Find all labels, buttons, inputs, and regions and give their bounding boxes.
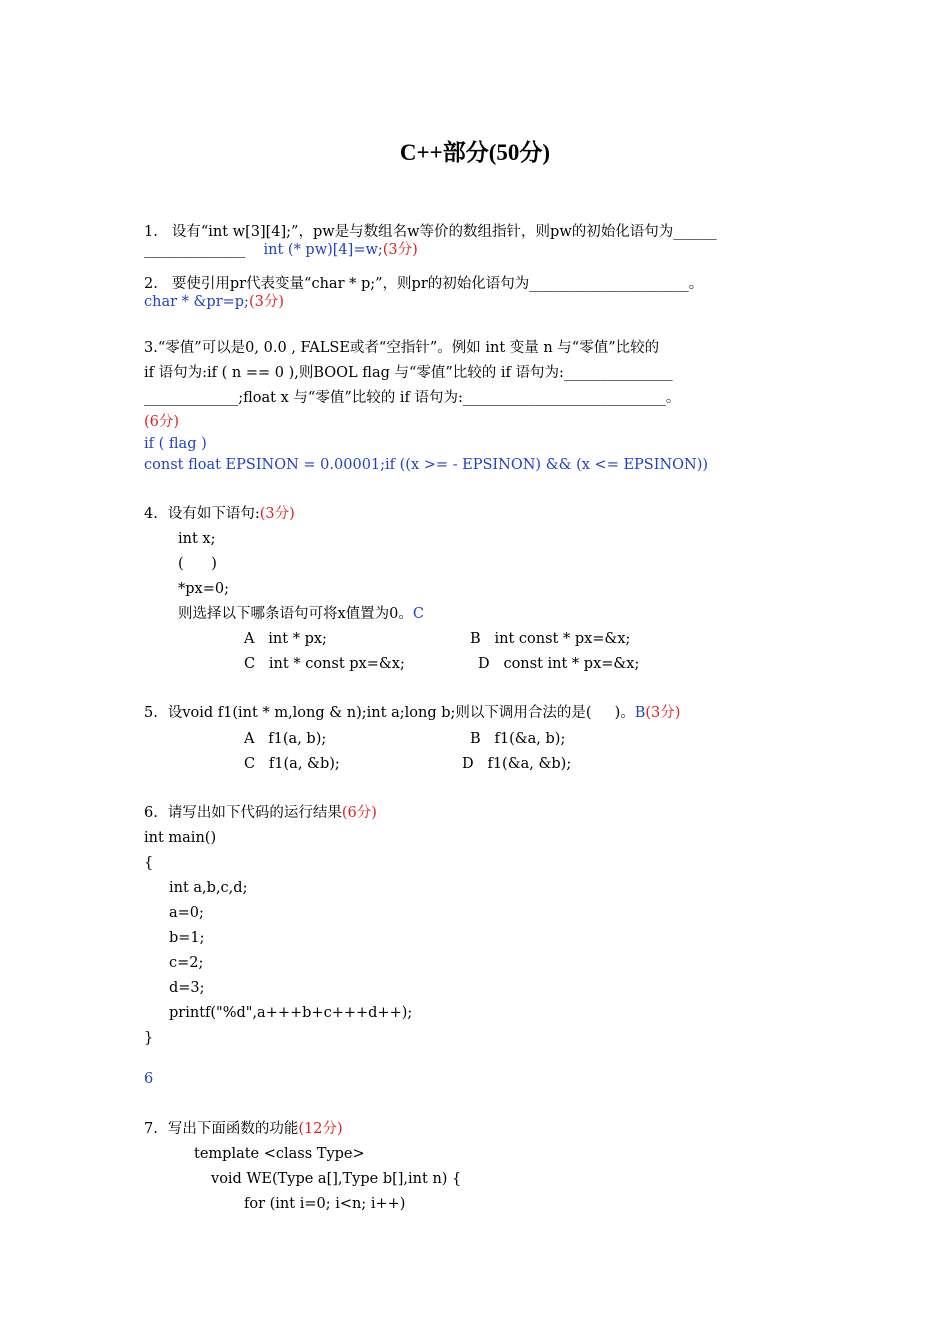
q6-text: 请写出如下代码的运行结果: [167, 805, 342, 821]
q4-option-c: C int * const px=&x;: [244, 656, 405, 672]
q3-line-2: if 语句为:if ( n == 0 ),则BOOL flag 与“零值”比较的 if 语句为:_______________: [144, 365, 673, 381]
q2-number: 2.: [144, 276, 158, 292]
q1-number: 1.: [144, 224, 158, 240]
page-title: C++部分(50分): [399, 140, 551, 165]
q6-code-line: }: [144, 1030, 154, 1046]
q2-answer: char * &pr=p;: [144, 294, 249, 310]
q1-line: [144, 222, 717, 242]
q6-score: (6分): [341, 805, 377, 821]
q5-option-c: C f1(a, &b);: [244, 756, 340, 772]
q4-option-a: A int * px;: [244, 631, 327, 647]
q4-answer: C: [412, 606, 425, 622]
q4-option-b: B int const * px=&x;: [470, 631, 631, 647]
q1-blank: ______________: [144, 242, 246, 258]
q4-question-text: 则选择以下哪条语句可将x值置为0。: [178, 606, 413, 622]
q6-code-line: {: [144, 855, 154, 871]
q5-line: [144, 703, 680, 723]
q6-code-line: d=3;: [169, 980, 205, 996]
q7-code-2: void WE(Type a[],Type b[],int n) {: [211, 1171, 462, 1187]
q3-line-3: _____________;float x 与“零值”比较的 if 语句为:____________________________。: [144, 390, 681, 406]
q4-text: 设有如下语句:: [167, 506, 260, 522]
q6-code-line: b=1;: [169, 930, 205, 946]
q2-score: (3分): [248, 294, 284, 310]
q6-number: 6.: [144, 805, 158, 821]
q4-code-2: ( ): [178, 556, 217, 572]
q2-answer-line: [144, 292, 284, 312]
q6-line: [144, 803, 377, 823]
q3-answer-1: if ( flag ): [144, 436, 207, 452]
q3-score: (6分): [144, 414, 180, 430]
q2-text: 要使引用pr代表变量“char * p;”，则pr的初始化语句为______________________。: [171, 276, 704, 292]
q5-option-a: A f1(a, b);: [244, 731, 327, 747]
q1-answer: int (* pw)[4]=w;: [263, 242, 383, 258]
q1-answer-line: [144, 240, 418, 260]
q5-number: 5.: [144, 705, 158, 721]
q7-score: (12分): [298, 1121, 343, 1137]
q3-answer-2: const float EPSINON = 0.00001;if ((x >= - EPSINON) && (x <= EPSINON)): [144, 457, 709, 473]
q4-number: 4.: [144, 506, 158, 522]
q4-score: (3分): [259, 506, 295, 522]
q6-answer: 6: [144, 1071, 154, 1087]
q7-code-1: template <class Type>: [194, 1146, 365, 1162]
q7-text: 写出下面函数的功能: [167, 1121, 299, 1137]
q5-answer: B: [634, 705, 646, 721]
q4-line: [144, 504, 295, 524]
q4-code-3: *px=0;: [178, 581, 229, 597]
q6-code-line: int main(): [144, 830, 217, 846]
q2-line: [144, 274, 703, 294]
q7-code-3: for (int i=0; i<n; i++): [244, 1196, 406, 1212]
q5-text: 设void f1(int * m,long & n);int a;long b;则以下调用合法的是( )。: [167, 705, 635, 721]
q7-number: 7.: [144, 1121, 158, 1137]
q3-line-1: 3.“零值”可以是0, 0.0 , FALSE或者“空指针”。例如 int 变量 n 与“零值”比较的: [144, 340, 660, 356]
q6-code-line: int a,b,c,d;: [169, 880, 248, 896]
q6-code-line: printf("%d",a+++b+c+++d++);: [169, 1005, 413, 1021]
q7-line: [144, 1119, 343, 1139]
q5-score: (3分): [645, 705, 681, 721]
q6-code-line: a=0;: [169, 905, 204, 921]
q1-score: (3分): [382, 242, 418, 258]
q5-option-b: B f1(&a, b);: [470, 731, 566, 747]
q6-code-line: c=2;: [169, 955, 204, 971]
q4-code-1: int x;: [178, 531, 216, 547]
q1-text: 设有“int w[3][4];”，pw是与数组名w等价的数组指针，则pw的初始化语句为______: [171, 224, 717, 240]
q5-option-d: D f1(&a, &b);: [462, 756, 572, 772]
q4-option-d: D const int * px=&x;: [478, 656, 640, 672]
q4-question: [178, 604, 424, 624]
